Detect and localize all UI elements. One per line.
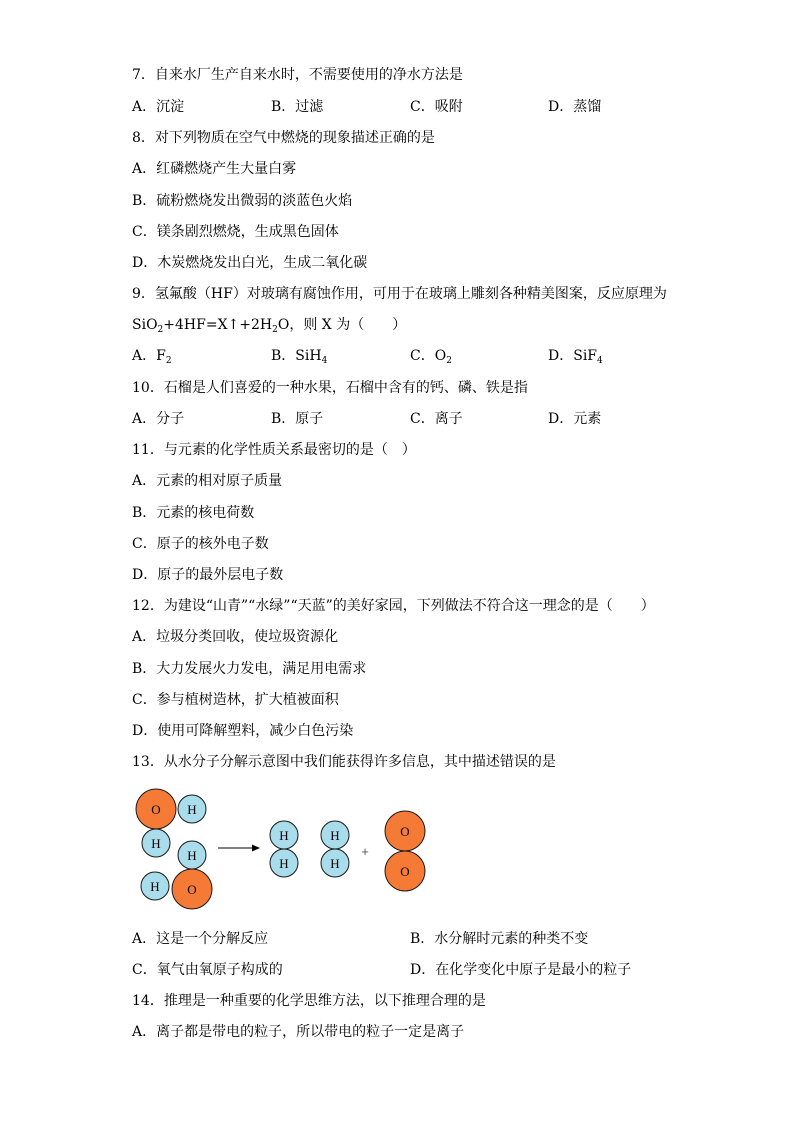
hydrogen-atom xyxy=(321,821,349,849)
q11-option-c: C．原子的核外电子数 xyxy=(132,536,269,552)
svg-text:O: O xyxy=(400,824,410,839)
oxygen-atom xyxy=(136,789,176,829)
q11-option-a: A．元素的相对原子质量 xyxy=(132,473,283,489)
plus-sign: + xyxy=(361,844,369,859)
oxygen-atom xyxy=(172,869,212,909)
q11-option-b: B．元素的核电荷数 xyxy=(132,505,255,521)
svg-text:H: H xyxy=(330,828,340,843)
q8-option-d: D．木炭燃烧发出白光，生成二氧化碳 xyxy=(132,255,368,271)
reaction-arrow-head xyxy=(252,845,260,852)
svg-text:O: O xyxy=(400,864,410,879)
q10-stem: 10．石榴是人们喜爱的一种水果，石榴中含有的钙、磷、铁是指 xyxy=(132,380,528,396)
svg-text:O: O xyxy=(151,802,161,817)
q7-option-a: A．沉淀 xyxy=(132,99,185,115)
svg-text:H: H xyxy=(279,856,289,871)
q14-option-a: A．离子都是带电的粒子，所以带电的粒子一定是离子 xyxy=(132,1024,465,1040)
hydrogen-atom xyxy=(321,849,349,877)
oxygen-atom xyxy=(385,851,425,891)
q13-option-c: C．氧气由氧原子构成的 xyxy=(132,962,283,978)
q12-option-a: A．垃圾分类回收，使垃圾资源化 xyxy=(132,629,339,645)
hydrogen-atom xyxy=(270,821,298,849)
q10-option-b: B．原子 xyxy=(271,411,324,427)
svg-text:H: H xyxy=(187,848,197,863)
q10-option-c: C．离子 xyxy=(410,411,463,427)
q13-option-b: B．水分解时元素的种类不变 xyxy=(410,931,589,947)
hydrogen-atom xyxy=(178,795,206,823)
q12-option-c: C．参与植树造林，扩大植被面积 xyxy=(132,692,339,708)
q8-option-c: C．镁条剧烈燃烧，生成黑色固体 xyxy=(132,224,339,240)
q9-option-d: D．SiF$_4$ xyxy=(548,348,603,366)
q8-stem: 8．对下列物质在空气中燃烧的现象描述正确的是 xyxy=(132,130,435,146)
svg-text:H: H xyxy=(279,828,289,843)
q14-stem: 14．推理是一种重要的化学思维方法，以下推理合理的是 xyxy=(132,993,486,1009)
svg-text:O: O xyxy=(187,882,197,897)
q10-option-a: A．分子 xyxy=(132,411,185,427)
svg-text:H: H xyxy=(330,856,340,871)
oxygen-atom xyxy=(385,811,425,851)
q13-option-d: D．在化学变化中原子是最小的粒子 xyxy=(410,962,632,978)
q9-option-c: C．$O_2$ xyxy=(410,348,452,366)
q9-option-a: A．$F_2$ xyxy=(132,348,172,366)
q10-option-d: D．元素 xyxy=(548,411,602,427)
q12-option-b: B．大力发展火力发电，满足用电需求 xyxy=(132,661,367,677)
q12-option-d: D．使用可降解塑料，减少白色污染 xyxy=(132,723,354,739)
hydrogen-atom xyxy=(142,829,170,857)
svg-text:H: H xyxy=(187,802,197,817)
hydrogen-atom xyxy=(141,872,169,900)
q7-option-b: B．过滤 xyxy=(271,99,324,115)
water-decomposition-diagram xyxy=(130,785,430,915)
q7-stem: 7．自来水厂生产自来水时，不需要使用的净水方法是 xyxy=(132,67,463,83)
q12-stem: 12．为建设“山青”“水绿”“天蓝”的美好家园，下列做法不符合这一理念的是（ ） xyxy=(132,598,655,614)
q8-option-a: A．红磷燃烧产生大量白雾 xyxy=(132,161,297,177)
q13-option-a: A．这是一个分解反应 xyxy=(132,931,269,947)
q9-stem: 9．氢氟酸（HF）对玻璃有腐蚀作用，可用于在玻璃上雕刻各种精美图案，反应原理为 xyxy=(132,286,667,302)
q9-equation: $SiO_2+4HF=X↑+2H_2O$，则 X 为（ ） xyxy=(132,317,407,335)
q13-stem: 13．从水分子分解示意图中我们能获得许多信息，其中描述错误的是 xyxy=(132,754,556,770)
hydrogen-atom xyxy=(178,841,206,869)
q7-option-d: D．蒸馏 xyxy=(548,99,602,115)
svg-text:H: H xyxy=(151,836,161,851)
q11-stem: 11．与元素的化学性质关系最密切的是（ ） xyxy=(132,442,416,458)
svg-text:H: H xyxy=(150,879,160,894)
hydrogen-atom xyxy=(270,849,298,877)
q7-option-c: C．吸附 xyxy=(410,99,463,115)
q8-option-b: B．硫粉燃烧发出微弱的淡蓝色火焰 xyxy=(132,193,353,209)
q11-option-d: D．原子的最外层电子数 xyxy=(132,567,284,583)
q9-option-b: B．SiH$_4$ xyxy=(271,348,328,366)
